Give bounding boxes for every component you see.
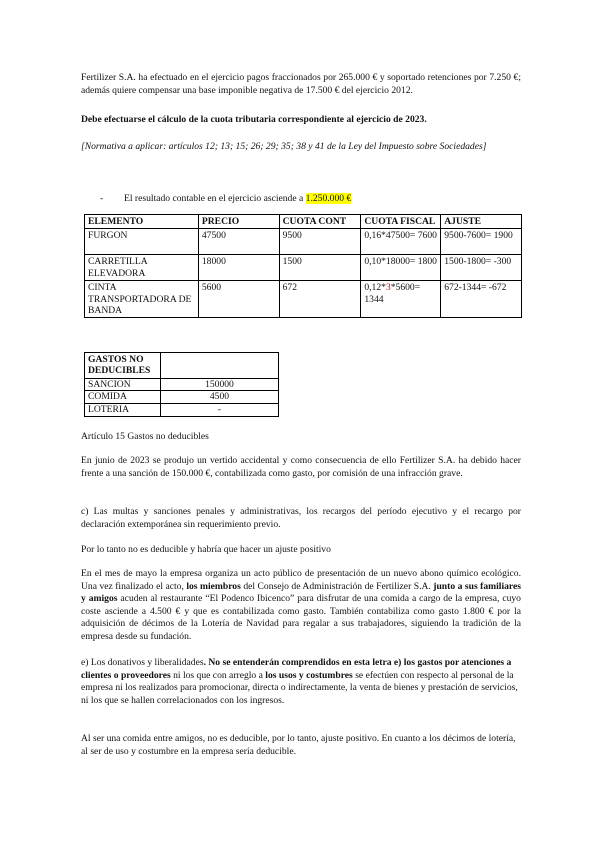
text-run: se efectúen con respecto al personal de la empresa ni los realizados para promocionar, directa o indirectamente, la venta de bienes y prestación de servicios, ni los que se hallen correlacionados con los ingresos. (81, 669, 518, 706)
paragraph-sancion: En junio de 2023 se produjo un vertido accidental y como consecuencia de ello Fertilizer S.A. ha debido hacer frente a una sanción de 150.000 €, contabilizada como gasto, por comisión de una infracción grave. (81, 455, 521, 479)
table-cell: 0,10*18000= 1800 (361, 255, 441, 281)
task-heading: Debe efectuarse el cálculo de la cuota tributaria correspondiente al ejercicio de 2023. (81, 114, 427, 125)
normativa-note: [Normativa a aplicar: artículos 12; 13; 15; 26; 29; 35; 38 y 41 de la Ley del Impuesto sobre Sociedades] (81, 141, 487, 152)
table-cell: 672 (279, 281, 361, 318)
header-empty (160, 353, 278, 379)
articulo-heading: Artículo 15 Gastos no deducibles (81, 431, 209, 442)
text-run: En el mes de mayo la empresa organiza un acto público de presentación de un nuevo abono químico ecológico. Una vez finalizado el acto, (81, 568, 521, 592)
table-cell: 47500 (198, 229, 279, 255)
table-cell: SANCION (85, 378, 161, 391)
table-row (85, 378, 279, 391)
header-cuota-cont: CUOTA CONT (279, 215, 361, 229)
table-cell: 9500-7600= 1900 (441, 229, 522, 255)
header-gastos: GASTOS NO DEDUCIBLES (85, 353, 161, 379)
bullet-text: El resultado contable en el ejercicio asciende a (124, 193, 306, 204)
non-deductible-table (84, 352, 279, 417)
table-cell: CINTA TRANSPORTADORA DE BANDA (85, 281, 199, 318)
text-run: acuden al restaurante “El Podenco Ibicenco” para disfrutar de una comida a cargo de la empresa, cuyo coste asciende a 4.500 € y que es contabilizada como gasto. También contabiliza como gasto 1.800 € por la adquisición de décimos de la Lotería de Navidad para regalar a sus trabajadores, siguiendo la tradición de la empresa desde su fundación. (81, 593, 521, 642)
table-cell: 4500 (160, 391, 278, 404)
table-row (85, 281, 522, 318)
paragraph-donativos (81, 657, 521, 707)
table-cell: 672-1344= -672 (441, 281, 522, 318)
header-cuota-fiscal: CUOTA FISCAL (361, 215, 441, 229)
table-cell: 1500-1800= -300 (441, 255, 522, 281)
fiscal-part: 0,12* (364, 282, 386, 294)
table-cell: 18000 (198, 255, 279, 281)
header-elemento: ELEMENTO (85, 215, 199, 229)
table-row (85, 255, 522, 281)
text-run-bold: . No se entenderán comprendidos en esta letra e) los gastos por atenciones a clientes o proveedores (81, 657, 512, 681)
table-cell: LOTERIA (85, 404, 161, 417)
table-cell: FURGON (85, 229, 199, 255)
header-precio: PRECIO (198, 215, 279, 229)
bullet-item (100, 193, 524, 206)
table-cell: CARRETILLA ELEVADORA (85, 255, 199, 281)
table-cell: 9500 (279, 229, 361, 255)
text-run-bold: los miembros (186, 580, 241, 592)
table-cell: 5600 (198, 281, 279, 318)
table-row (85, 391, 279, 404)
paragraph-multas: c) Las multas y sanciones penales y administrativas, los recargos del período ejecutivo y el recargo por declaración extemporánea sin requerimiento previo. (81, 506, 521, 530)
paragraph-comida (81, 568, 521, 644)
table-row (85, 229, 522, 255)
bullet-marker: - (100, 193, 104, 204)
table-header-row (85, 353, 279, 379)
table-cell: 1500 (279, 255, 361, 281)
paragraph-ajuste: Por lo tanto no es deducible y habría que hacer un ajuste positivo (81, 544, 331, 555)
table-row (85, 404, 279, 417)
text-run: del Consejo de Administración de Fertilizer S.A. (240, 580, 434, 592)
table-cell-fiscal (361, 281, 441, 318)
paragraph-conclusion: Al ser una comida entre amigos, no es deducible, por lo tanto, ajuste positivo. En cuanto a los décimos de lotería, al ser de uso y costumbre en la empresa sería deducible. (81, 733, 516, 757)
text-run: ni los que con arreglo a (170, 669, 266, 681)
header-ajuste: AJUSTE (441, 215, 522, 229)
fiscal-part: *5600= 1344 (364, 282, 421, 305)
table-cell: COMIDA (85, 391, 161, 404)
fiscal-part-red: 3 (385, 282, 391, 294)
intro-paragraph: Fertilizer S.A. ha efectuado en el ejercicio pagos fraccionados por 265.000 € y soportado retenciones por 7.250 €; además quiere compensar una base imponible negativa de 17.500 € del ejercicio 2012. (81, 72, 521, 96)
text-run-bold: junto a sus familiares y amigos (81, 580, 522, 605)
table-header-row (85, 215, 522, 229)
highlighted-amount: 1.250.000 € (305, 193, 352, 204)
table-cell: 0,16*47500= 7600 (361, 229, 441, 255)
text-run-bold: los usos y costumbres (265, 669, 353, 681)
table-cell: - (160, 404, 278, 417)
depreciation-table (84, 214, 522, 318)
table-cell: 150000 (160, 378, 278, 391)
text-run: e) Los donativos y liberalidades (81, 657, 204, 668)
